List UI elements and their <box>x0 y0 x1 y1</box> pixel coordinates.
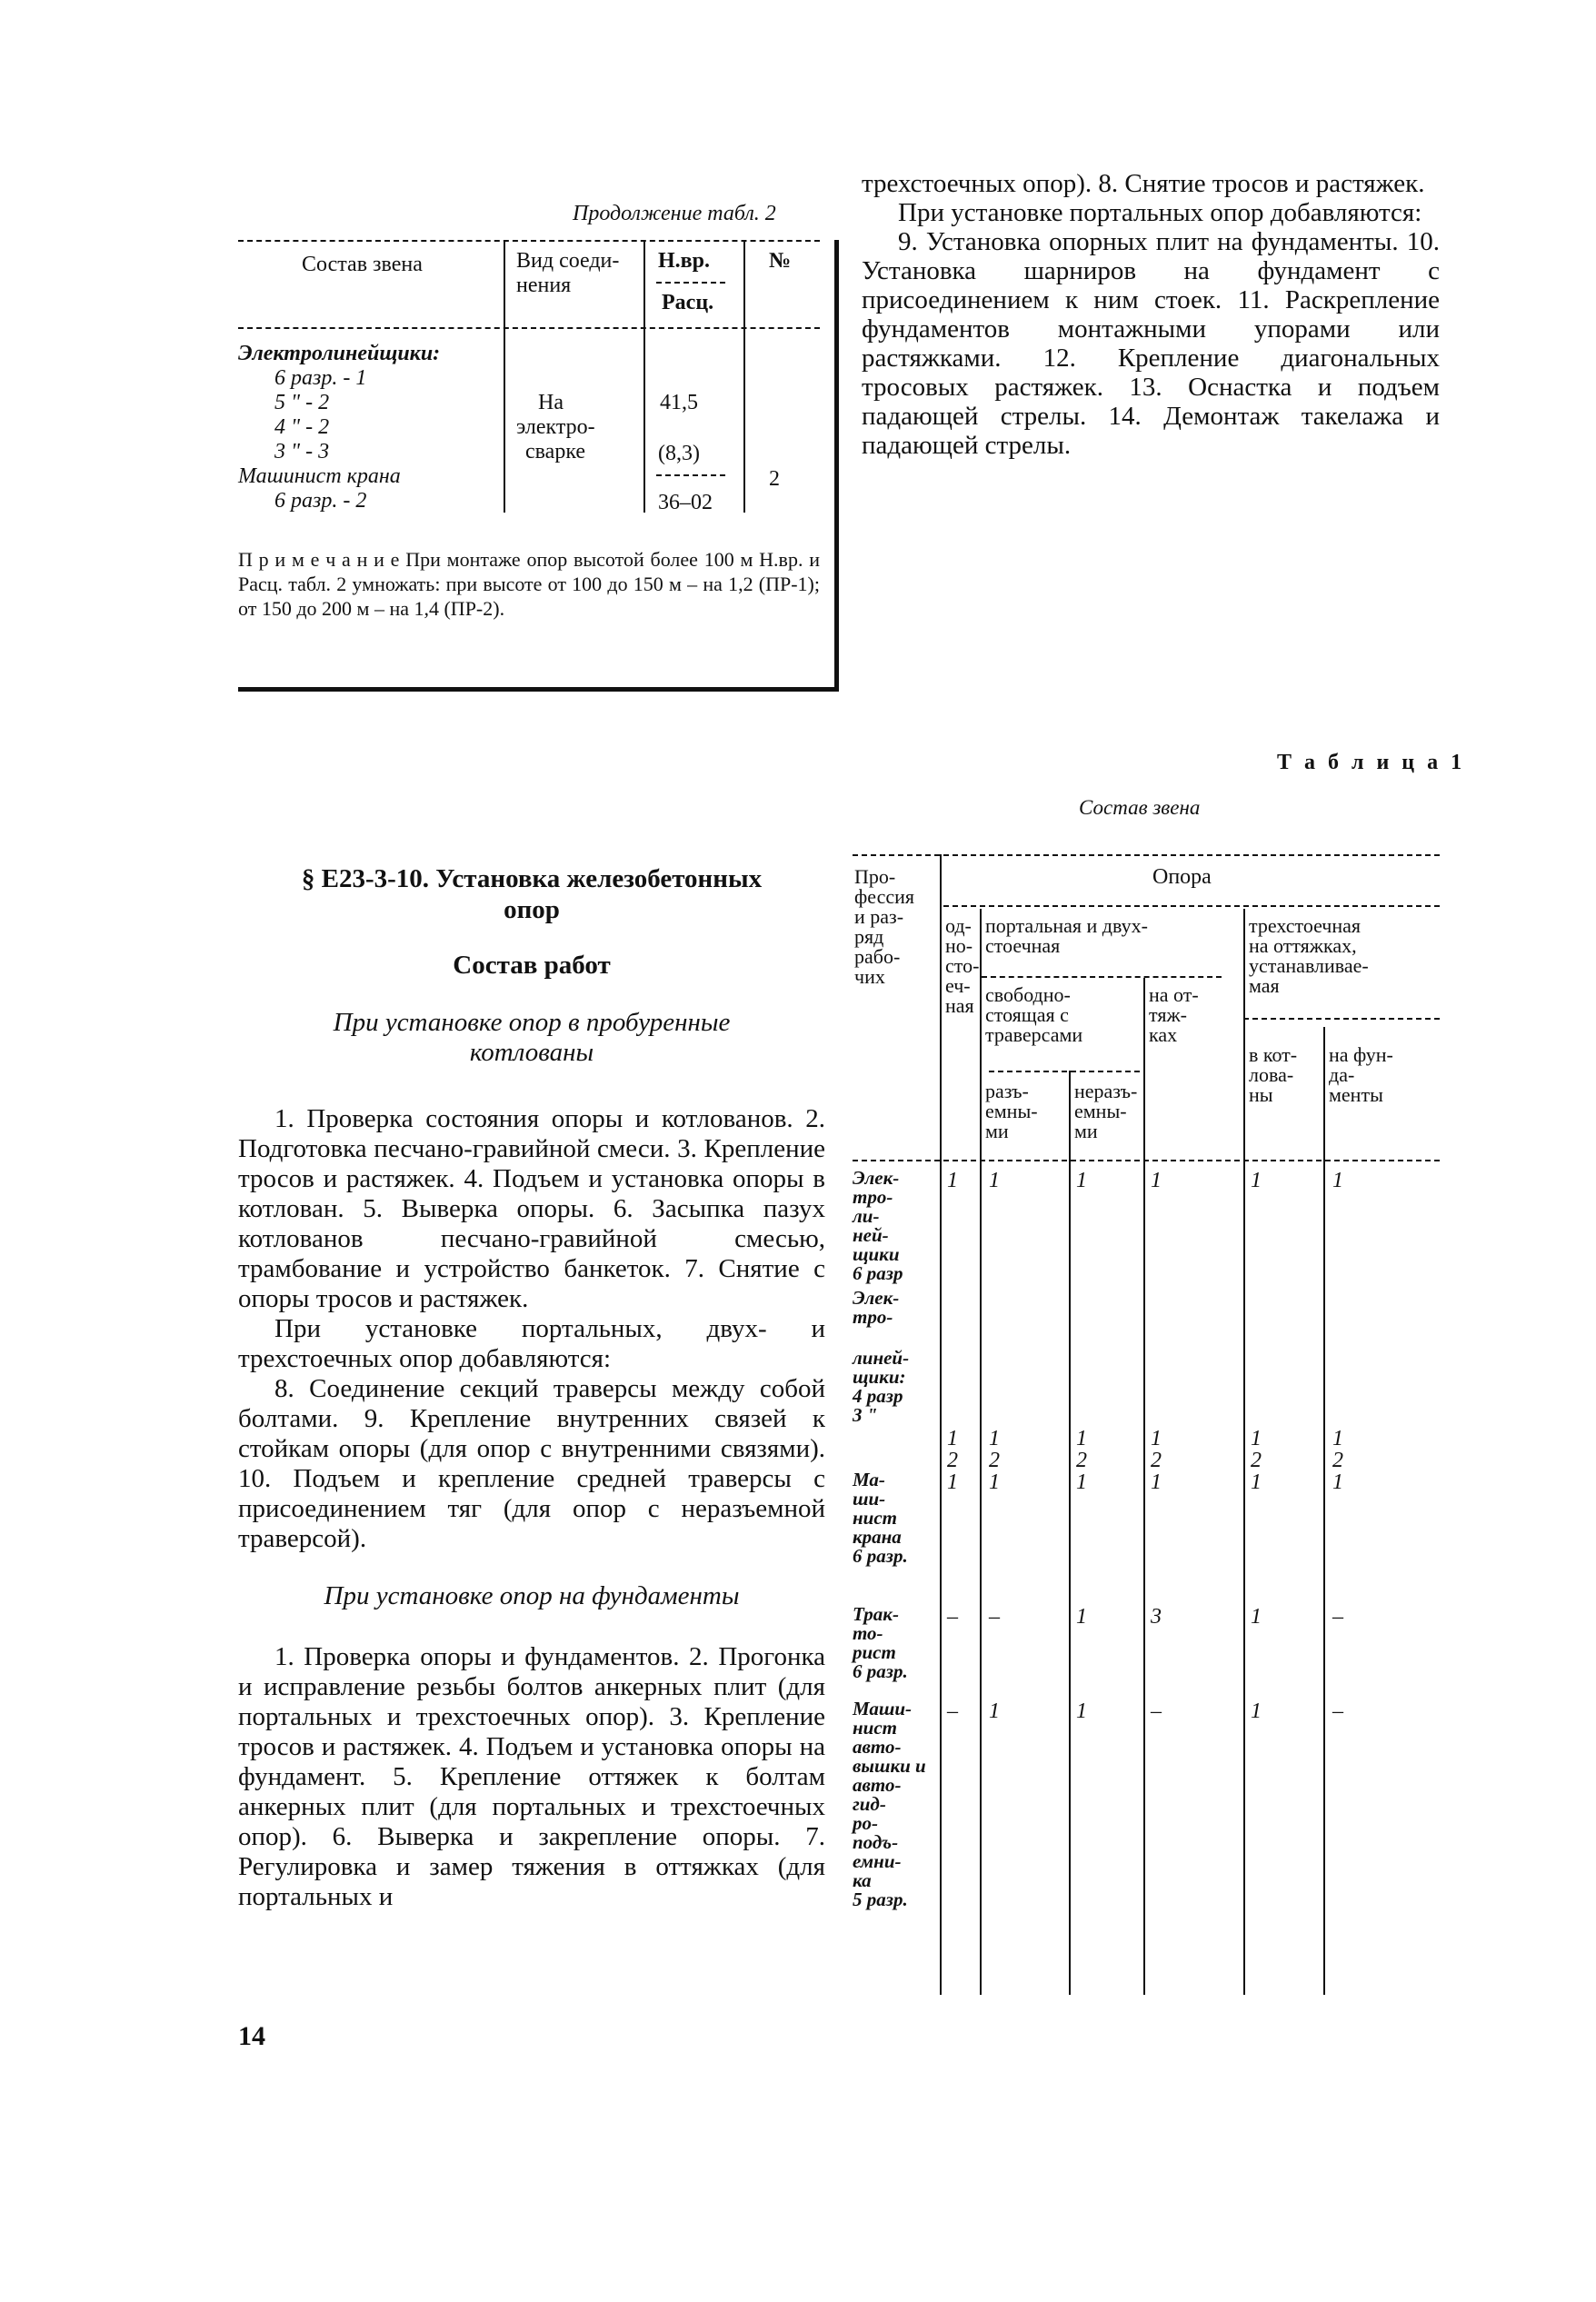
head-in-pits <box>1249 1045 1297 1105</box>
work-composition-title: Состав работ <box>453 951 611 980</box>
label-line: 5 разр. <box>853 1888 908 1910</box>
head-line: свободно- <box>985 983 1071 1006</box>
header-rasc: Расц. <box>662 291 714 314</box>
head-line: на фун- <box>1329 1043 1393 1066</box>
head-line: на оттяжках, <box>1249 934 1357 957</box>
label-line: 3 " <box>853 1404 878 1426</box>
row-label <box>853 1289 909 1425</box>
head-line: ми <box>1074 1120 1098 1142</box>
paragraph: При установке портальных опор добавляются: <box>898 198 1422 227</box>
head-line: Про- <box>854 865 896 888</box>
label-line: то- <box>853 1622 883 1644</box>
label-line: щики: <box>853 1366 906 1388</box>
row-label <box>853 1605 908 1681</box>
label-line: ши- <box>853 1488 886 1510</box>
head-single-post <box>945 916 979 1016</box>
head-line: неразъ- <box>1074 1080 1138 1102</box>
head-on-foundations <box>1329 1045 1393 1105</box>
head-line: на от- <box>1149 983 1199 1006</box>
paragraph: При установке портальных, двух- и трехстоечных опор добавляются: <box>238 1314 825 1373</box>
label-line: 6 разр. <box>853 1660 908 1682</box>
label-line: крана <box>853 1526 902 1548</box>
table1-label: Т а б л и ц а 1 <box>1277 751 1466 774</box>
head-line: еч- <box>945 974 971 997</box>
cell-value: 1 <box>1076 1699 1087 1723</box>
head-line: емны- <box>985 1100 1038 1122</box>
header-hvr: Н.вр. <box>658 249 710 273</box>
paragraph: трехстоечных опор). 8. Снятие тросов и растяжек. <box>862 169 1425 198</box>
cell-value: – <box>1332 1699 1343 1723</box>
label-line: нист <box>853 1717 897 1739</box>
cell-value: – <box>1332 1605 1343 1629</box>
label-line: линей- <box>853 1347 910 1369</box>
label-line: Элек- <box>853 1287 900 1309</box>
cell-value: 1 <box>1076 1470 1087 1494</box>
label-line: авто- <box>853 1774 902 1796</box>
label-line: Элек- <box>853 1167 900 1189</box>
label-line: ней- <box>853 1224 889 1246</box>
head-line: од- <box>945 914 972 937</box>
table-rule <box>943 905 1440 907</box>
table2-note: П р и м е ч а н и е При монтаже опор высотой более 100 м Н.вр. и Расц. табл. 2 умножать: при высоте от 100 до 150 м – на 1,2 (ПР-1); от 150 до 200 м – на 1,4 (ПР-2). <box>238 548 820 620</box>
label-line: щики <box>853 1243 900 1265</box>
joint-value: сварке <box>525 440 586 463</box>
head-detachable <box>985 1081 1038 1141</box>
table1-subtitle: Состав звена <box>1079 796 1201 819</box>
cell-value: 1 <box>1076 1605 1087 1629</box>
label-line: Маши- <box>853 1698 913 1719</box>
header-number: № <box>769 249 792 273</box>
paragraph: 1. Проверка опоры и фундаментов. 2. Прогонка и исправление резьбы болтов анкерных плит (для портальных и трехстоечных опор). 3. Крепление тросов и растяжек. 4. Подъем и установка опоры на фундамент. 5. Крепление оттяжек к болтам анкерных плит (для портальных и трехстоечных опор). 6. Выверка и закрепление опоры. 7. Регулировка и замер тяжения в оттяжках (для портальных и <box>238 1642 825 1911</box>
table1 <box>853 854 1440 1995</box>
head-free-standing <box>985 985 1082 1045</box>
label-line: 6 разр <box>853 1262 903 1284</box>
head-line: емны- <box>1074 1100 1127 1122</box>
cell-value: 1 <box>1332 1470 1343 1494</box>
table2-continuation <box>238 240 839 692</box>
head-line: ряд <box>854 925 884 948</box>
label-line: нист <box>853 1507 897 1529</box>
table2-caption: Продолжение табл. 2 <box>573 202 776 225</box>
cell-value: 1 <box>947 1427 958 1450</box>
cell-value: 1 <box>1151 1169 1162 1192</box>
cell-value: 1 <box>1151 1470 1162 1494</box>
head-guyed <box>1149 985 1199 1045</box>
row-label: 3 " - 3 <box>274 440 330 463</box>
table-col-rule <box>743 240 745 513</box>
cell-value: 1 <box>989 1169 1000 1192</box>
table-col-rule <box>1243 909 1245 1995</box>
head-line: тяж- <box>1149 1003 1187 1026</box>
row-label <box>853 1169 903 1283</box>
head-line: да- <box>1329 1063 1355 1086</box>
row-label: 6 разр. - 1 <box>274 366 367 390</box>
label-line: Ма- <box>853 1469 885 1490</box>
cell-value: 1 <box>1076 1427 1087 1450</box>
cell-value: 2 <box>1251 1449 1262 1472</box>
label-line: ро- <box>853 1812 878 1834</box>
head-line: в кот- <box>1249 1043 1298 1066</box>
head-line: разъ- <box>985 1080 1029 1102</box>
label-line: авто- <box>853 1736 902 1758</box>
label-line: ли- <box>853 1205 880 1227</box>
table-col-rule <box>1069 1071 1071 1995</box>
value-divider <box>656 474 725 476</box>
head-line: трехстоечная <box>1249 914 1362 937</box>
head-line: чих <box>854 965 885 988</box>
head-line: фессия <box>854 885 914 908</box>
cell-value: 2 <box>1076 1449 1087 1472</box>
label-line: вышки и <box>853 1755 926 1777</box>
header-composition: Состав звена <box>302 253 423 276</box>
row-label: Электролинейщики: <box>238 342 441 365</box>
table-rule <box>1243 1018 1440 1020</box>
table-rule <box>989 1071 1140 1072</box>
label-line: тро- <box>853 1306 893 1328</box>
cell-value: 2 <box>947 1449 958 1472</box>
cell-value: 1 <box>947 1470 958 1494</box>
head-line: портальная и двух- <box>985 914 1148 937</box>
cell-value: 2 <box>1151 1449 1162 1472</box>
hvr-value: 41,5 <box>660 391 698 414</box>
head-line: стоящая с <box>985 1003 1069 1026</box>
head-line: ках <box>1149 1023 1178 1046</box>
label-line: подъ- <box>853 1831 899 1853</box>
label-line: гид- <box>853 1793 886 1815</box>
head-line: рабо- <box>854 945 901 968</box>
subsection-title: При установке опор на фундаменты <box>324 1581 740 1610</box>
head-portal <box>985 916 1148 956</box>
paragraph: 1. Проверка состояния опоры и котлованов. 2. Подготовка песчано-гравийной смеси. 3. Крепление тросов и растяжек. 4. Подъем и установка опоры в котлован. 5. Выверка опоры. 6. Засыпка пазух котлованов песчано-гравийной смесью, трамбование и устройство банкеток. 7. Снятие с опоры тросов и растяжек. <box>238 1104 825 1313</box>
head-line: устанавливае- <box>1249 954 1369 977</box>
header-joint: Вид соеди-нения <box>516 249 620 297</box>
number-value: 2 <box>769 467 780 491</box>
cell-value: 1 <box>1251 1470 1262 1494</box>
table-col-rule <box>940 854 942 1995</box>
label-line: 4 разр <box>853 1385 903 1407</box>
cell-value: 1 <box>1151 1427 1162 1450</box>
cell-value: 1 <box>1251 1605 1262 1629</box>
rasc-value: (8,3) <box>658 442 700 465</box>
head-line: мая <box>1249 974 1280 997</box>
label-line: ка <box>853 1869 872 1891</box>
row-label: Машинист крана <box>238 464 401 488</box>
page-number: 14 <box>238 2021 265 2051</box>
paragraph: 9. Установка опорных плит на фундаменты. 10. Установка шарниров на фундамент с присоединением к ним стоек. 11. Раскрепление фундаментов монтажными упорами или растяжками. 12. Крепление диагональных тросовых растяжек. 13. Оснастка и подъем падающей стрелы. 14. Демонтаж такелажа и падающей стрелы. <box>862 227 1440 460</box>
row-label: 5 " - 2 <box>274 391 330 414</box>
cell-value: – <box>947 1605 958 1629</box>
cell-value: 1 <box>989 1470 1000 1494</box>
head-profession <box>854 867 914 987</box>
head-line: траверсами <box>985 1023 1083 1046</box>
cell-value: 1 <box>1251 1169 1262 1192</box>
section-heading: § Е23-3-10. Установка железобетонных <box>301 864 763 893</box>
table-rule <box>238 240 820 242</box>
right-top-text <box>862 169 1440 460</box>
section-heading-cont: опор <box>504 895 560 924</box>
section-column <box>238 863 825 1912</box>
rasc-value: 36–02 <box>658 491 713 514</box>
cell-value: – <box>989 1605 1000 1629</box>
head-line: ная <box>945 994 974 1017</box>
cell-value: 1 <box>1251 1699 1262 1723</box>
head-three-post <box>1249 916 1369 996</box>
cell-value: 1 <box>947 1169 958 1192</box>
table-col-rule <box>980 909 982 1995</box>
cell-value: 1 <box>1332 1427 1343 1450</box>
paragraph: 8. Соединение секций траверсы между собой болтами. 9. Крепление внутренних связей к стойкам опоры (для опор с внутренними связями). 10. Подъем и крепление средней траверсы с присоединением тяг (для опор с неразъемной траверсой). <box>238 1374 825 1553</box>
cell-value: 1 <box>989 1699 1000 1723</box>
row-label <box>853 1699 926 1909</box>
head-line: и раз- <box>854 905 904 928</box>
header-divider <box>656 282 725 284</box>
table-col-rule <box>504 240 505 513</box>
label-line: рист <box>853 1641 896 1663</box>
label-line: емни- <box>853 1850 902 1872</box>
cell-value: 1 <box>1332 1169 1343 1192</box>
head-line: ны <box>1249 1083 1273 1106</box>
label-line: Трак- <box>853 1603 899 1625</box>
label-line: тро- <box>853 1186 893 1208</box>
head-line: но- <box>945 934 973 957</box>
table-col-rule <box>643 240 645 513</box>
cell-value: 3 <box>1151 1605 1162 1629</box>
head-line: ми <box>985 1120 1009 1142</box>
cell-value: – <box>1151 1699 1162 1723</box>
row-label <box>853 1470 908 1566</box>
head-nondetachable <box>1074 1081 1137 1141</box>
cell-value: 1 <box>989 1427 1000 1450</box>
cell-value: 1 <box>1076 1169 1087 1192</box>
head-opora: Опора <box>1152 865 1212 889</box>
head-line: менты <box>1329 1083 1383 1106</box>
head-line: стоечная <box>985 934 1061 957</box>
row-label: 4 " - 2 <box>274 415 330 439</box>
subsection-title: При установке опор в пробуренные котлованы <box>333 1008 731 1067</box>
joint-value: На <box>538 391 564 414</box>
cell-value: 1 <box>1251 1427 1262 1450</box>
table-col-rule <box>1143 978 1145 1995</box>
table-rule <box>982 976 1222 978</box>
head-line: лова- <box>1249 1063 1294 1086</box>
cell-value: 2 <box>1332 1449 1343 1472</box>
label-line: 6 разр. <box>853 1545 908 1567</box>
joint-value: электро- <box>516 415 595 439</box>
cell-value: – <box>947 1699 958 1723</box>
table-col-rule <box>1323 1027 1325 1995</box>
row-label: 6 разр. - 2 <box>274 489 367 513</box>
table-rule <box>238 327 820 329</box>
cell-value: 2 <box>989 1449 1000 1472</box>
head-line: сто- <box>945 954 980 977</box>
